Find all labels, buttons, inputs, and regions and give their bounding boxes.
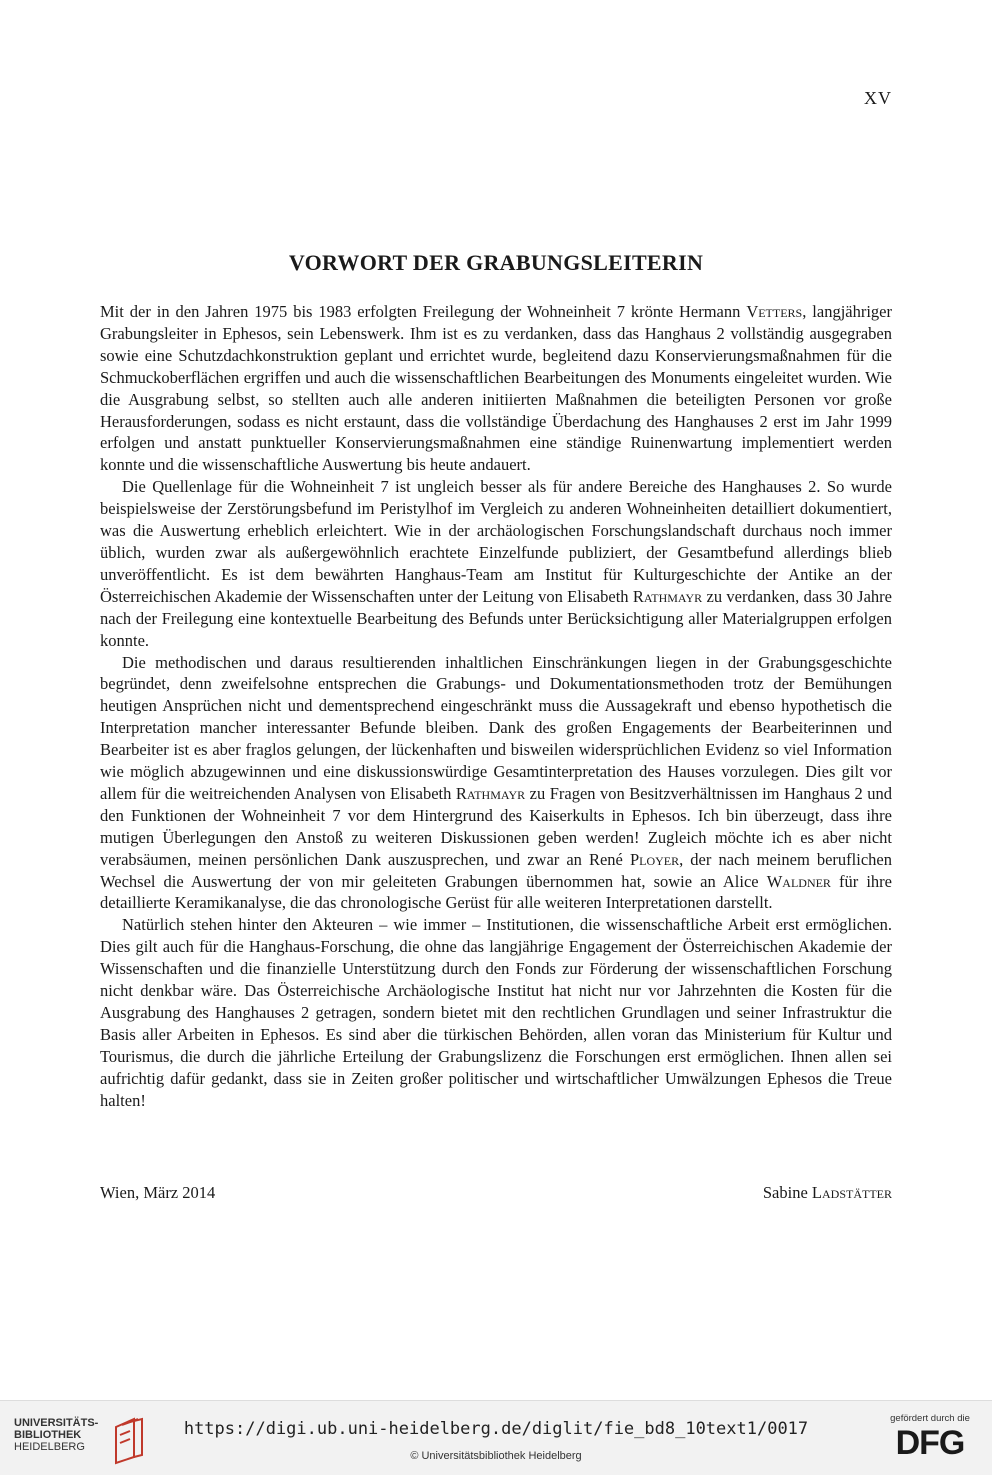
author-last-name: Ladstätter <box>811 1183 892 1202</box>
signature-row <box>100 1183 892 1203</box>
text-run: für ihre detaillierte Keramikanalyse, die das chronologische Gerüst für alle weiteren Interpretationen darstellt. <box>100 871 892 913</box>
body-text <box>100 301 892 1112</box>
paragraph-4 <box>100 914 892 1111</box>
person-name: Waldner <box>766 871 831 891</box>
page-number: XV <box>864 88 892 108</box>
funder-caption: gefördert durch die <box>890 1413 970 1424</box>
dfg-mark-icon: DFG <box>895 1424 965 1462</box>
text-run: , der nach meinem beruflichen Wechsel die Auswertung der von mir geleiteten Grabungen übernommen hat, sowie an Alice <box>100 849 892 891</box>
page-title: VORWORT DER GRABUNGSLEITERIN <box>288 250 704 275</box>
text-run: , langjähriger Grabungsleiter in Ephesos, sein Lebenswerk. Ihm ist es zu verdanken, dass das Hanghaus 2 vollständig ausgegraben sowie eine Schutzdachkonstruktion geplant und errichtet wurde, begleitend dazu Konservierungsmaßnahmen für die Schmuckoberflächen ergriffen und auch die wissenschaftlichen Bearbeitungen des Monuments eingeleitet wurden. Wie die Ausgrabung selbst, so stellten auch alle anderen initiierten Maßnahmen die beteiligten Personen vor große Herausforderungen, sodass es nicht erstaunt, dass die vollständige Überdachung des Hanghauses 2 erst im Jahr 1999 erfolgen und anstatt punktueller Konservierungsmaßnahmen eine ständige Ruinenwartung implementiert werden konnte und die wissenschaftliche Auswertung bis heute andauert. <box>100 302 892 475</box>
person-name: Vetters <box>746 302 803 321</box>
text-run: Mit der in den Jahren 1975 bis 1983 erfolgten Freilegung der Wohneinheit 7 krönte Hermann <box>100 302 747 321</box>
source-url-link[interactable]: https://digi.ub.uni-heidelberg.de/diglit/fie_bd8_10text1/0017 <box>183 1419 809 1439</box>
person-name: Rathmayr <box>455 783 526 803</box>
dfg-logo[interactable] <box>882 1413 978 1467</box>
person-name: Rathmayr <box>632 586 703 606</box>
author-signature <box>763 1183 892 1203</box>
library-name-line3: HEIDELBERG <box>14 1441 85 1453</box>
text-run: Die methodischen und daraus resultierenden inhaltlichen Einschränkungen liegen in der Grabungsgeschichte begründet, denn zweifelsohne entsprechen die Grabungs- und Dokumentationsmethoden trotz der Bemühungen heutigen Ansprüchen nicht und dementsprechend eingeschränkt muss die Aussagekraft und ebenso hypothetisch die Interpretation mancher interessanter Befunde bleiben. Dank des großen Engagements der Bearbeiterinnen und Bearbeiter ist es aber fraglos gelungen, der lückenhaften und bisweilen widersprüchlichen Evidenz so viel Information wie möglich abzugewinnen und eine diskussionswürdige Gesamtinterpretation des Hauses vorzulegen. Dies gilt vor allem für die weitreichenden Analysen von Elisabeth <box>100 652 892 803</box>
paragraph-3 <box>100 652 892 915</box>
library-name-line2: BIBLIOTHEK <box>14 1429 82 1441</box>
paragraph-1 <box>100 301 892 476</box>
library-name-line1: UNIVERSITÄTS- <box>14 1417 99 1429</box>
footer-bar <box>0 1400 992 1475</box>
place-date: Wien, März 2014 <box>100 1183 216 1202</box>
author-first-name: Sabine <box>762 1183 808 1202</box>
text-run: Natürlich stehen hinter den Akteuren – wie immer – Institutionen, die wissenschaftliche Arbeit erst ermöglichen. Dies gilt auch für die Hanghaus-Forschung, die ohne das langjährige Engagement der Österreichischen Akademie der Wissenschaften und die finanzielle Unterstützung durch den Fonds zur Förderung der wissenschaftlichen Forschung nicht denkbar wäre. Das Österreichische Archäologische Institut hat nicht nur vor Jahrzehnten die Kosten für die Ausgrabung des Hanghauses 2 getragen, sondern bietet mit den rechtlichen Grundlagen und seiner Infrastruktur die Basis aller Arbeiten in Ephesos. Es sind aber die türkischen Behörden, allen voran das Ministerium für Kultur und Tourismus, die durch die jährliche Erteilung der Grabungslizenz die Forschungen erst ermöglichen. Ihnen allen sei aufrichtig dafür gedankt, dass sie in Zeiten großer politischer und wirtschaftlicher Umwälzungen Ephesos die Treue halten! <box>100 915 892 1110</box>
text-run: zu verdanken, dass 30 Jahre nach der Freilegung eine kontextuelle Bearbeitung des Befunds unter Berücksichtigung aller Materialgruppen erfolgen konnte. <box>100 586 892 650</box>
text-run: Die Quellenlage für die Wohneinheit 7 ist ungleich besser als für andere Bereiche des Hanghauses 2. So wurde beispielsweise der Zerstörungsbefund im Peristylhof im Vergleich zu anderen Wohneinheiten detailliert dokumentiert, was die Auswertung erheblich erleichtert. Wie in der archäologischen Forschungslandschaft durchaus noch immer üblich, wurden zwar als außergewöhnlich erachtete Einzelfunde publiziert, der Gesamtbefund allerdings blieb unveröffentlicht. Es ist dem bewährten Hanghaus-Team am Institut für Kulturgeschichte der Antike an der Österreichischen Akademie der Wissenschaften unter der Leitung von Elisabeth <box>100 477 892 606</box>
text-run: zu Fragen von Besitzverhältnissen im Hanghaus 2 und den Funktionen der Wohneinheit 7 vor dem Hintergrund des Kaiserkults in Ephesos. Ich bin überzeugt, dass ihre mutigen Überlegungen den Anstoß zu weiteren Diskussionen geben werden! Zugleich möchte ich es aber nicht verabsäumen, meinen persönlichen Dank auszusprechen, und zwar an René <box>100 783 892 869</box>
paragraph-2 <box>100 476 892 651</box>
person-name: Ployer <box>629 849 680 869</box>
copyright-notice: © Universitätsbibliothek Heidelberg <box>410 1450 582 1462</box>
